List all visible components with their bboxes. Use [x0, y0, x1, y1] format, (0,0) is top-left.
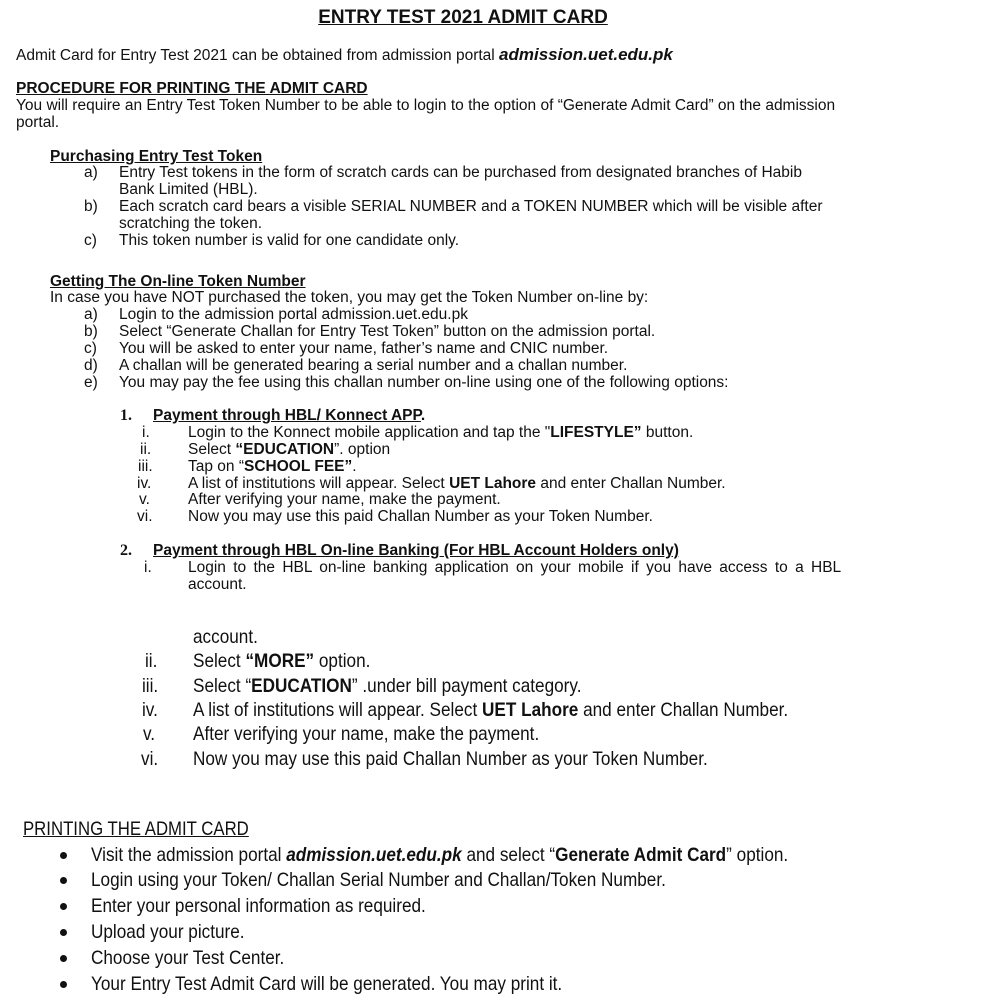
list-marker: c) — [84, 340, 97, 357]
step-text: Now you may use this paid Challan Number as your Token Number. — [193, 748, 708, 770]
printing-step: Choose your Test Center. — [91, 947, 285, 969]
roman-marker: vi. — [137, 508, 153, 525]
printing-heading: PRINTING THE ADMIT CARD — [23, 818, 249, 840]
roman-marker: iii. — [138, 458, 153, 475]
bullet-icon — [60, 852, 67, 859]
step-text: Login to the HBL on-line banking application on your mobile if you have access to a HBL — [188, 559, 842, 576]
online-heading: Getting The On-line Token Number — [50, 273, 306, 290]
continued-line: account. — [193, 626, 258, 648]
bullet-icon — [60, 955, 67, 962]
step-text: Select “MORE” option. — [193, 650, 371, 672]
roman-marker: v. — [143, 723, 156, 745]
printing-step: Enter your personal information as required. — [91, 895, 426, 917]
procedure-heading: PROCEDURE FOR PRINTING THE ADMIT CARD — [16, 80, 368, 97]
list-marker: a) — [84, 164, 98, 181]
printing-step: Login using your Token/ Challan Serial Number and Challan/Token Number. — [91, 869, 666, 891]
list-marker: c) — [84, 232, 97, 249]
step-text: account. — [188, 576, 247, 593]
roman-marker: iv. — [137, 475, 152, 492]
step-text: Login to the Konnect mobile application and tap the "LIFESTYLE” button. — [188, 424, 694, 441]
list-item-text: You may pay the fee using this challan number on-line using one of the following options: — [119, 374, 729, 391]
list-marker: b) — [84, 198, 98, 215]
procedure-text-line2: portal. — [16, 114, 60, 131]
printing-step: Upload your picture. — [91, 921, 245, 943]
payment2-heading: Payment through HBL On-line Banking (For HBL Account Holders only) — [153, 542, 679, 559]
roman-marker: v. — [139, 491, 150, 508]
step-text: Select “EDUCATION” .under bill payment category. — [193, 675, 582, 697]
list-item-text: You will be asked to enter your name, father’s name and CNIC number. — [119, 340, 609, 357]
list-marker: e) — [84, 374, 98, 391]
roman-marker: iii. — [142, 675, 159, 697]
payment1-heading-suffix: . — [420, 407, 426, 424]
list-marker: d) — [84, 357, 98, 374]
list-marker: a) — [84, 306, 98, 323]
intro-line — [16, 46, 673, 64]
bullet-icon — [60, 877, 67, 884]
list-item-text: A challan will be generated bearing a serial number and a challan number. — [119, 357, 628, 374]
procedure-text-line1: You will require an Entry Test Token Number to be able to login to the option of “Generate Admit Card” on the admission — [16, 97, 836, 114]
portal-link[interactable]: admission.uet.edu.pk — [499, 45, 673, 64]
list-item-text: Login to the admission portal admission.uet.edu.pk — [119, 306, 468, 323]
payment1-marker: 1. — [120, 407, 132, 424]
list-marker: b) — [84, 323, 98, 340]
purchasing-heading: Purchasing Entry Test Token — [50, 148, 263, 165]
printing-step: Visit the admission portal admission.uet.edu.pk and select “Generate Admit Card” option. — [91, 844, 789, 866]
list-item-text: Bank Limited (HBL). — [119, 181, 258, 198]
page-title: ENTRY TEST 2021 ADMIT CARD — [318, 7, 608, 28]
roman-marker: i. — [144, 559, 152, 576]
list-item-text: Entry Test tokens in the form of scratch cards can be purchased from designated branches of Habib — [119, 164, 802, 181]
bullet-icon — [60, 981, 67, 988]
portal-link[interactable]: admission.uet.edu.pk — [286, 844, 462, 866]
step-text: A list of institutions will appear. Select UET Lahore and enter Challan Number. — [193, 699, 789, 721]
list-item-text: Select “Generate Challan for Entry Test Token” button on the admission portal. — [119, 323, 656, 340]
step-text: After verifying your name, make the payment. — [193, 723, 540, 745]
roman-marker: vi. — [141, 748, 159, 770]
roman-marker: iv. — [142, 699, 158, 721]
payment1-heading-line — [153, 407, 425, 424]
roman-marker: i. — [142, 424, 150, 441]
list-item-text: Each scratch card bears a visible SERIAL NUMBER and a TOKEN NUMBER which will be visible after — [119, 198, 823, 215]
roman-marker: ii. — [145, 650, 158, 672]
payment1-heading: Payment through HBL/ Konnect APP — [153, 407, 421, 424]
roman-marker: ii. — [140, 441, 152, 458]
step-text: After verifying your name, make the payment. — [188, 491, 501, 508]
payment2-marker: 2. — [120, 542, 132, 559]
intro-text: Admit Card for Entry Test 2021 can be obtained from admission portal — [16, 47, 500, 64]
list-item-text: This token number is valid for one candidate only. — [119, 232, 460, 249]
online-intro: In case you have NOT purchased the token, you may get the Token Number on-line by: — [50, 289, 649, 306]
step-text: Tap on “SCHOOL FEE”. — [188, 458, 357, 475]
printing-step: Your Entry Test Admit Card will be generated. You may print it. — [91, 973, 563, 995]
list-item-text: scratching the token. — [119, 215, 263, 232]
step-text: A list of institutions will appear. Select UET Lahore and enter Challan Number. — [188, 475, 726, 492]
step-text: Select “EDUCATION”. option — [188, 441, 391, 458]
bullet-icon — [60, 903, 67, 910]
bullet-icon — [60, 929, 67, 936]
step-text: Now you may use this paid Challan Number as your Token Number. — [188, 508, 653, 525]
